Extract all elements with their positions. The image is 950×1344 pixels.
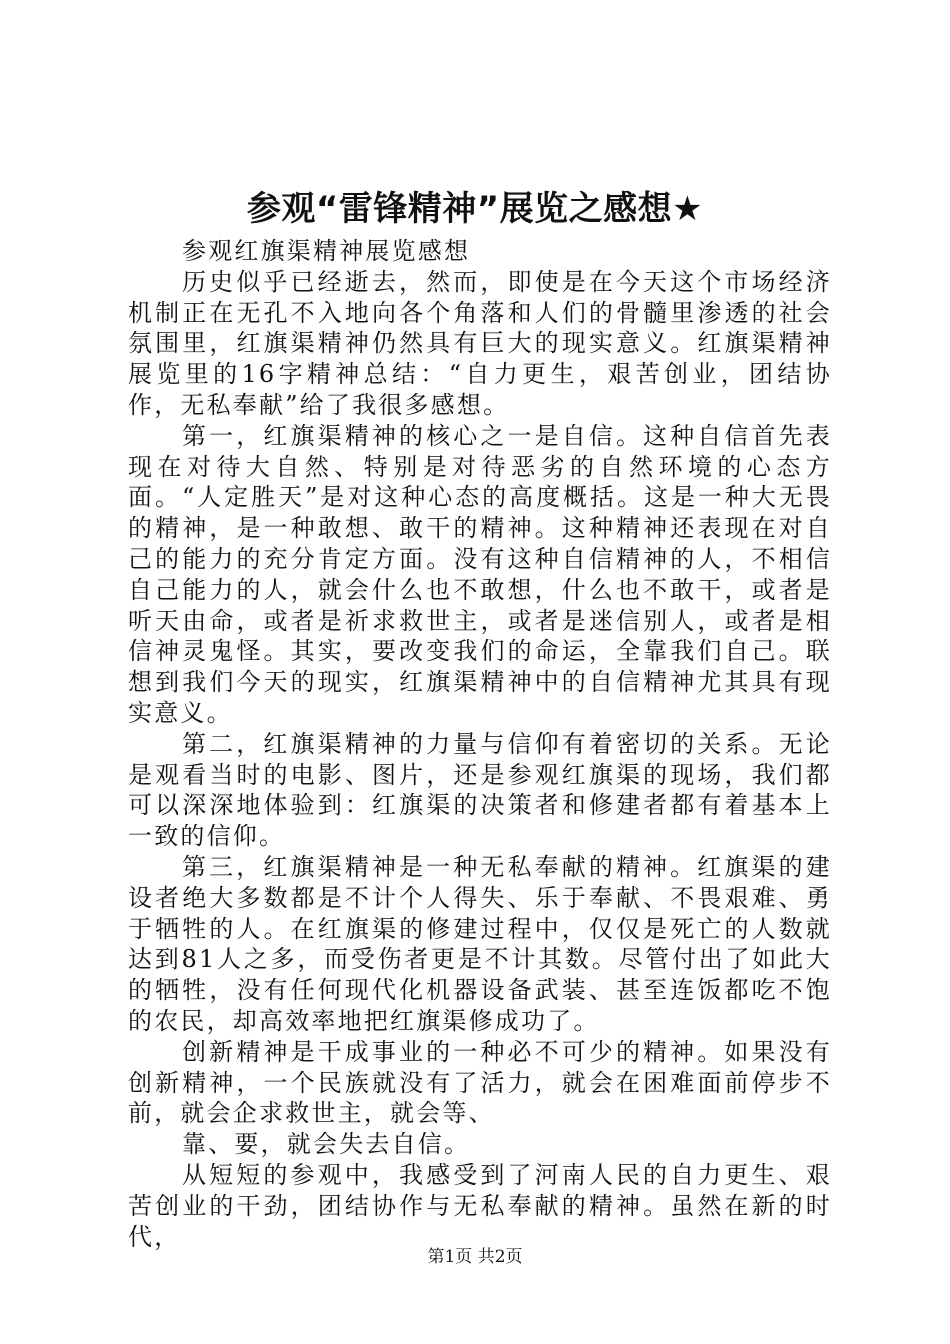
paragraph: 从短短的参观中，我感受到了河南人民的自力更生、艰苦创业的干劲，团结协作与无私奉献的精神。虽然在新的时代， (128, 1160, 832, 1251)
paragraph: 创新精神是干成事业的一种必不可少的精神。如果没有创新精神，一个民族就没有了活力，就会在困难面前停步不前，就会企求救世主，就会等、 (128, 1037, 832, 1128)
paragraph: 第三，红旗渠精神是一种无私奉献的精神。红旗渠的建设者绝大多数都是不计个人得失、乐于奉献、不畏艰难、勇于牺牲的人。在红旗渠的修建过程中，仅仅是死亡的人数就达到81人之多，而受伤者更是不计其数。尽管付出了如此大的牺牲，没有任何现代化机器设备武装、甚至连饭都吃不饱的农民，却高效率地把红旗渠修成功了。 (128, 852, 832, 1035)
paragraph: 靠、要，就会失去自信。 (182, 1130, 471, 1159)
document-body (128, 236, 832, 1252)
paragraph: 第二，红旗渠精神的力量与信仰有着密切的关系。无论是观看当时的电影、图片，还是参观红旗渠的现场，我们都可以深深地体验到：红旗渠的决策者和修建者都有着基本上一致的信仰。 (128, 729, 832, 851)
paragraph: 历史似乎已经逝去，然而，即使是在今天这个市场经济机制正在无孔不入地向各个角落和人们的骨髓里渗透的社会氛围里，红旗渠精神仍然具有巨大的现实意义。红旗渠精神展览里的16字精神总结：“自力更生，艰苦创业，团结协作，无私奉献”给了我很多感想。 (128, 267, 832, 419)
paragraph-subtitle: 参观红旗渠精神展览感想 (182, 237, 471, 265)
paragraph: 第一，红旗渠精神的核心之一是自信。这种自信首先表现在对待大自然、特别是对待恶劣的自然环境的心态方面。“人定胜天”是对这种心态的高度概括。这是一种大无畏的精神，是一种敢想、敢干的精神。这种精神还表现在对自己的能力的充分肯定方面。没有这种自信精神的人，不相信自己能力的人，就会什么也不敢想，什么也不敢干，或者是听天由命，或者是祈求救世主，或者是迷信别人，或者是相信神灵鬼怪。其实，要改变我们的命运，全靠我们自己。联想到我们今天的现实，红旗渠精神中的自信精神尤其具有现实意义。 (128, 421, 832, 727)
page-footer: 第1页 共2页 (427, 1247, 523, 1267)
document-title: 参观“雷锋精神”展览之感想★ (246, 189, 704, 229)
